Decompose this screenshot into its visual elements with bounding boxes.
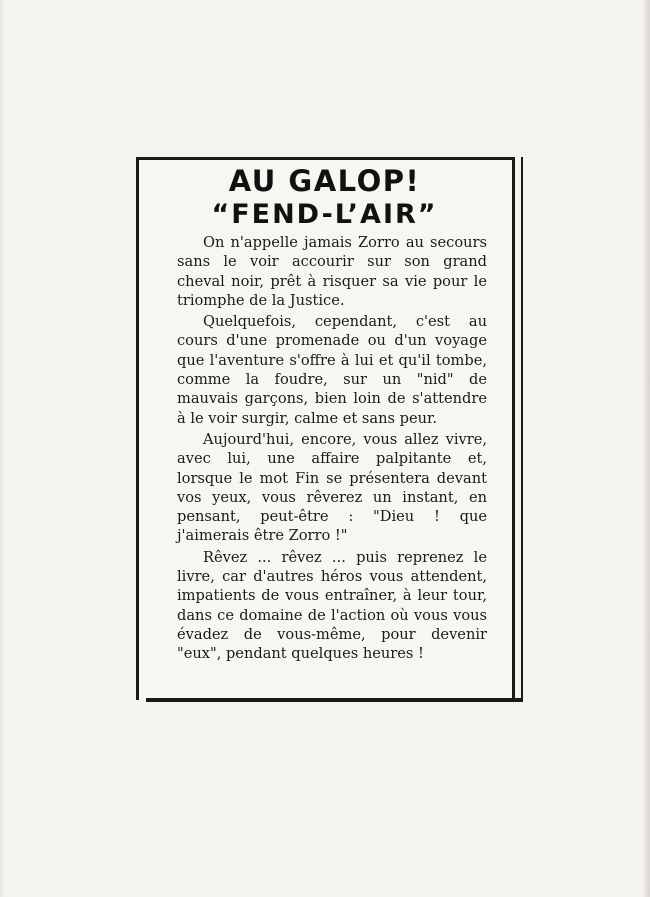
page-subtitle: “FEND-L’AIR” (211, 199, 438, 230)
paragraph: Aujourd'hui, encore, vous allez vivre, avec lui, une affaire palpitante et, lorsque le mot Fin se présentera devant vos yeux, vous rêverez un instant, en pensant, peut-être : "Dieu ! que j'aimerais être Zorro !" (177, 430, 487, 545)
frame-shadow-right (512, 157, 523, 702)
paragraph: Rêvez ... rêvez ... puis reprenez le livre, car d'autres héros vous attendent, impatients de vous entraîner, à leur tour, dans ce domaine de l'action où vous vous évadez de vous-même, pour devenir "eux", pendant quelques heures ! (177, 548, 487, 663)
frame-shadow-bottom (146, 698, 523, 702)
paper-edge (644, 0, 650, 897)
paper-edge (0, 0, 4, 897)
paragraph: Quelquefois, cependant, c'est au cours d'une promenade ou d'un voyage que l'aventure s'offre à lui et qu'il tombe, comme la foudre, sur un "nid" de mauvais garçons, bien loin de s'attendre à le voir surgir, calme et sans peur. (177, 313, 487, 427)
page-title: AU GALOP! (228, 164, 421, 198)
paragraph: On n'appelle jamais Zorro au secours sans le voir accourir sur son grand cheval noir, prêt à risquer sa vie pour le triomphe de la Justice. (177, 234, 487, 309)
body-text (177, 233, 487, 666)
